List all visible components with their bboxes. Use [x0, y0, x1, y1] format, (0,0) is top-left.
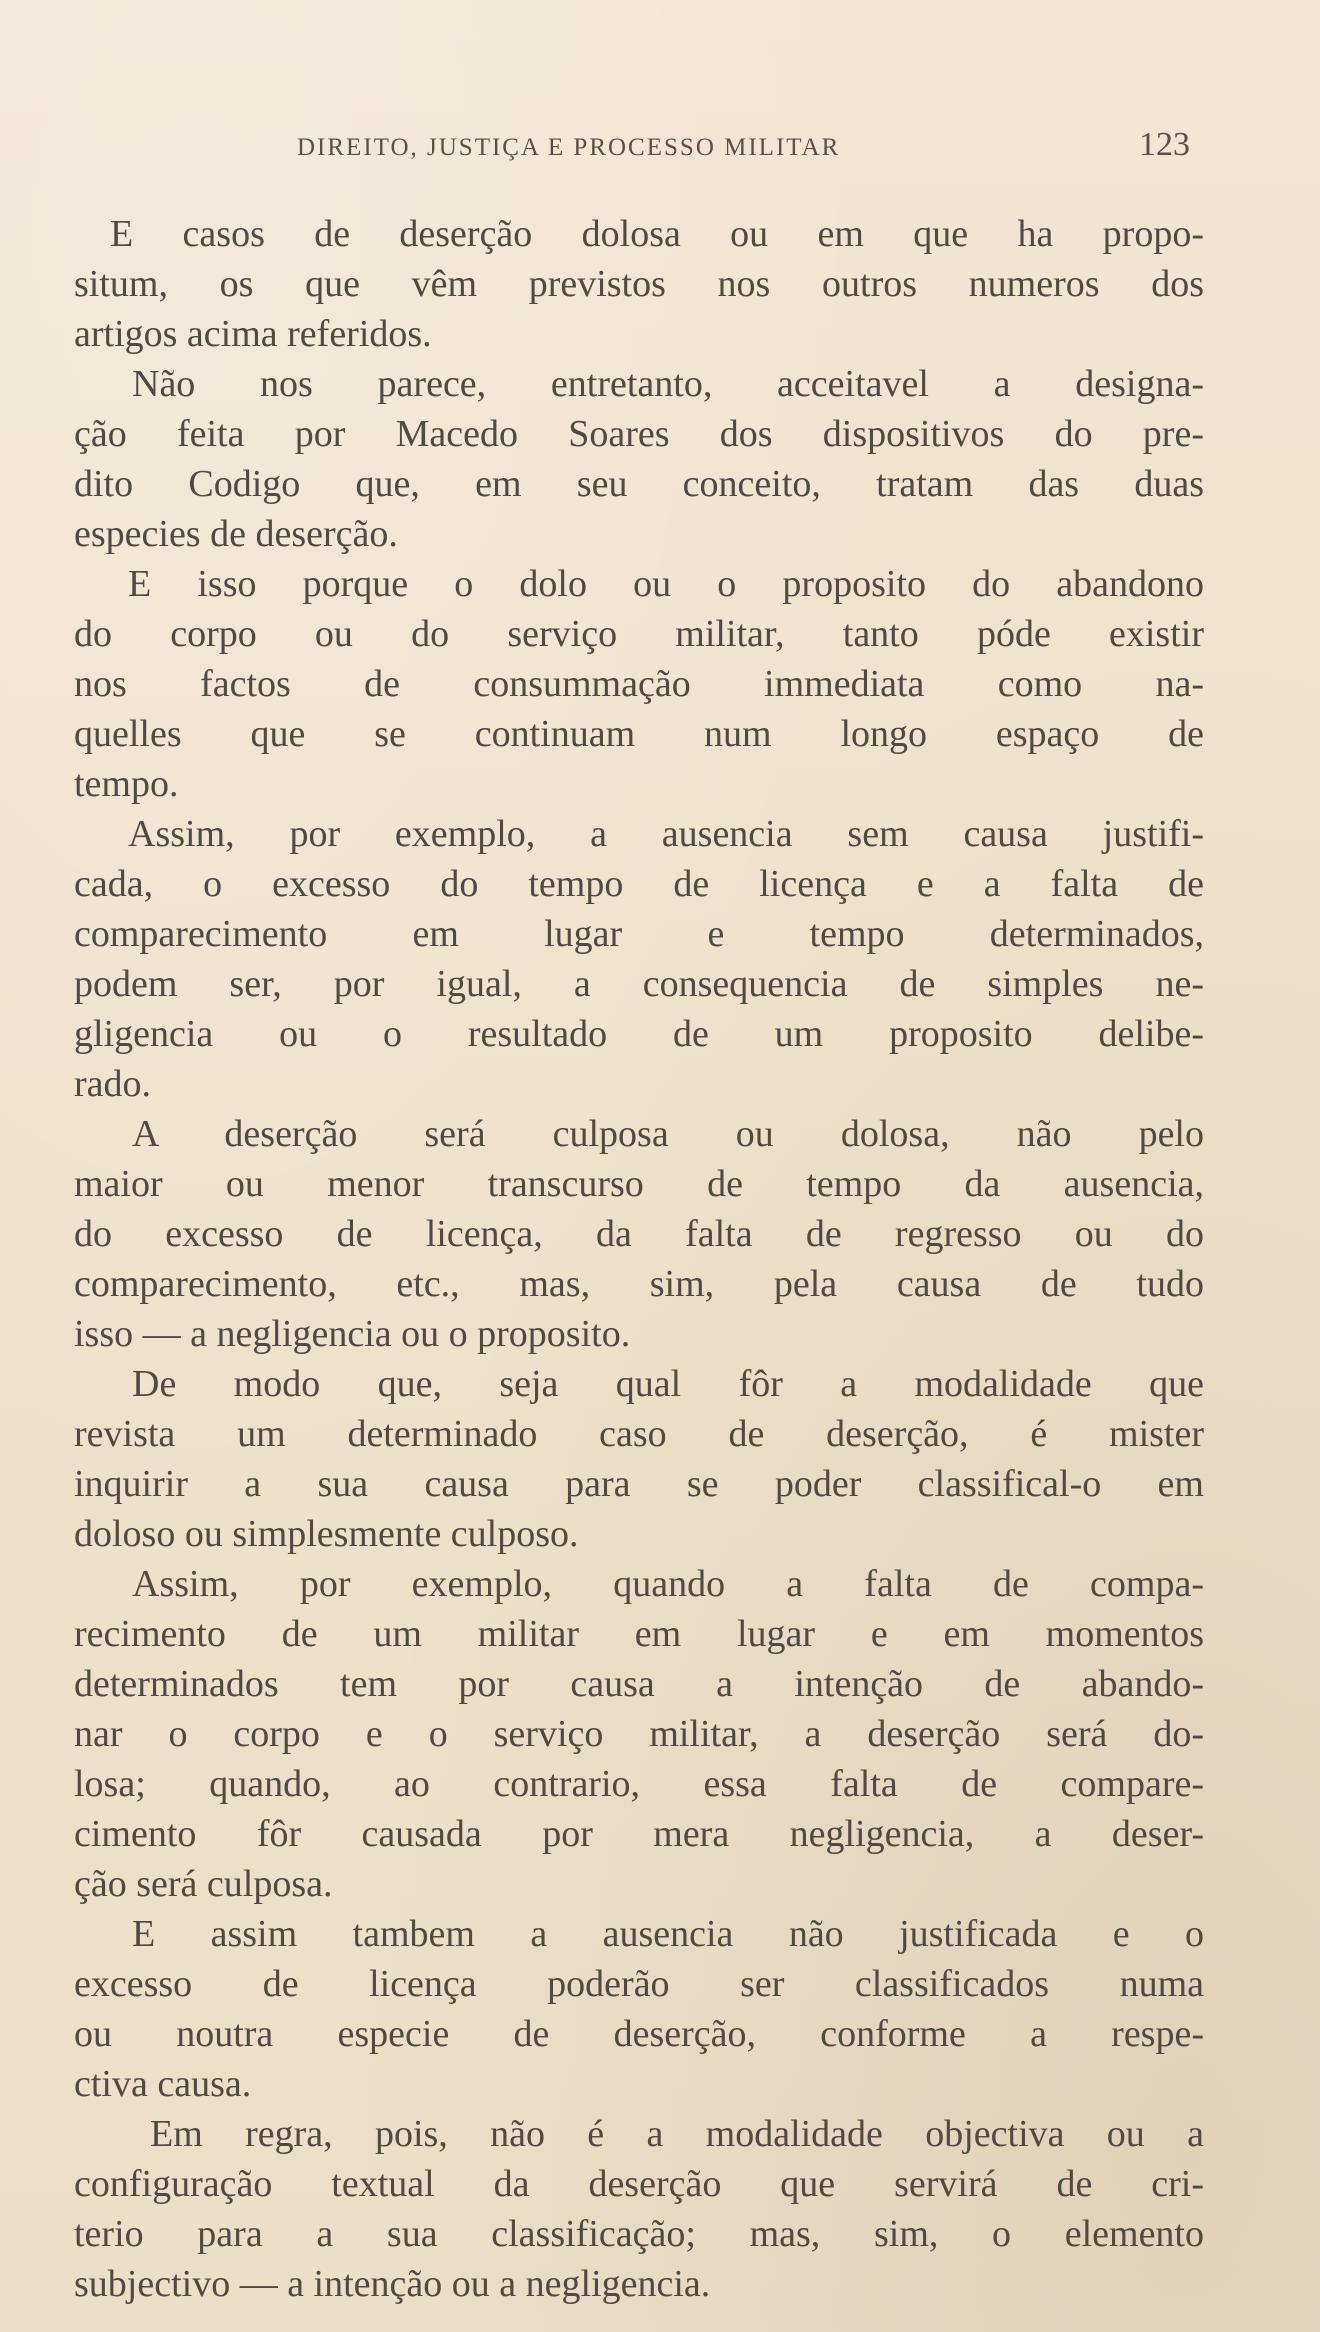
text-line	[74, 562, 1204, 606]
text-line	[74, 1012, 1204, 1056]
text-line	[74, 2262, 1204, 2306]
line-text: inquirir a sua causa para se poder classifical-o em	[74, 1463, 1204, 1505]
line-text: revista um determinado caso de deserção, é mister	[74, 1413, 1204, 1455]
line-text: Assim, por exemplo, quando a falta de compa-	[132, 1563, 1204, 1605]
text-line	[74, 2012, 1204, 2056]
line-text: De modo que, seja qual fôr a modalidade que	[132, 1363, 1204, 1405]
line-text: comparecimento em lugar e tempo determinados,	[74, 913, 1204, 955]
line-text: cada, o excesso do tempo de licença e a falta de	[74, 863, 1204, 905]
line-text: ção será culposa.	[74, 1863, 333, 1905]
text-line	[74, 212, 1204, 256]
text-line	[74, 2112, 1204, 2156]
line-text: E isso porque o dolo ou o proposito do abandono	[128, 563, 1204, 605]
line-text: dito Codigo que, em seu conceito, tratam das duas	[74, 463, 1204, 505]
page-header	[0, 126, 1320, 170]
line-text: ou noutra especie de deserção, conforme a respe-	[74, 2013, 1204, 2055]
line-text: maior ou menor transcurso de tempo da ausencia,	[74, 1163, 1204, 1205]
text-line	[74, 1912, 1204, 1956]
line-text: do corpo ou do serviço militar, tanto póde existir	[74, 613, 1204, 655]
text-line	[74, 612, 1204, 656]
line-text: nos factos de consummação immediata como na-	[74, 663, 1204, 705]
line-text: isso — a negligencia ou o proposito.	[74, 1313, 631, 1355]
line-text: cimento fôr causada por mera negligencia, a deser-	[74, 1813, 1204, 1855]
text-line	[74, 312, 1204, 356]
line-text: Em regra, pois, não é a modalidade objectiva ou a	[150, 2113, 1204, 2155]
text-line	[74, 1412, 1204, 1456]
text-line	[74, 362, 1204, 406]
text-line	[74, 962, 1204, 1006]
line-text: E assim tambem a ausencia não justificada e o	[132, 1913, 1204, 1955]
line-text: quelles que se continuam num longo espaço de	[74, 713, 1204, 755]
text-line	[74, 1512, 1204, 1556]
text-line	[74, 2212, 1204, 2256]
line-text: doloso ou simplesmente culposo.	[74, 1513, 579, 1555]
text-line	[74, 462, 1204, 506]
line-text: tempo.	[74, 763, 179, 805]
text-line	[74, 1162, 1204, 1206]
text-line	[74, 1962, 1204, 2006]
text-line	[74, 812, 1204, 856]
text-line	[74, 2062, 1204, 2106]
line-text: gligencia ou o resultado de um proposito delibe-	[74, 1013, 1204, 1055]
line-text: ctiva causa.	[74, 2063, 252, 2105]
line-text: comparecimento, etc., mas, sim, pela causa de tudo	[74, 1263, 1204, 1305]
line-text: Assim, por exemplo, a ausencia sem causa justifi-	[128, 813, 1204, 855]
text-line	[74, 1862, 1204, 1906]
text-line	[74, 1112, 1204, 1156]
text-line	[74, 762, 1204, 806]
text-line	[74, 1612, 1204, 1656]
text-line	[74, 862, 1204, 906]
line-text: especies de deserção.	[74, 513, 398, 555]
line-text: subjectivo — a intenção ou a negligencia.	[74, 2263, 711, 2305]
text-line	[74, 662, 1204, 706]
text-line	[74, 412, 1204, 456]
text-line	[74, 1712, 1204, 1756]
running-title: DIREITO, JUSTIÇA E PROCESSO MILITAR	[297, 134, 841, 161]
text-line	[74, 512, 1204, 556]
text-line	[74, 1312, 1204, 1356]
text-line	[74, 912, 1204, 956]
line-text: situm, os que vêm previstos nos outros numeros dos	[74, 263, 1204, 305]
line-text: artigos acima referidos.	[74, 313, 432, 355]
line-text: nar o corpo e o serviço militar, a deserção será do-	[74, 1713, 1204, 1755]
text-line	[74, 1762, 1204, 1806]
line-text: excesso de licença poderão ser classificados numa	[74, 1963, 1204, 2005]
text-line	[74, 1812, 1204, 1856]
page-number: 123	[1139, 126, 1190, 163]
text-line	[74, 262, 1204, 306]
text-line	[74, 1362, 1204, 1406]
line-text: Não nos parece, entretanto, acceitavel a designa-	[132, 363, 1204, 405]
line-text: rado.	[74, 1063, 152, 1105]
line-text: do excesso de licença, da falta de regresso ou do	[74, 1213, 1204, 1255]
text-line	[74, 1562, 1204, 1606]
line-text: determinados tem por causa a intenção de abando-	[74, 1663, 1204, 1705]
line-text: E casos de deserção dolosa ou em que ha propo-	[110, 213, 1204, 255]
text-line	[74, 712, 1204, 756]
line-text: recimento de um militar em lugar e em momentos	[74, 1613, 1204, 1655]
line-text: terio para a sua classificação; mas, sim, o elemento	[74, 2213, 1204, 2255]
line-text: A deserção será culposa ou dolosa, não pelo	[132, 1113, 1204, 1155]
text-line	[74, 1262, 1204, 1306]
line-text: podem ser, por igual, a consequencia de simples ne-	[74, 963, 1204, 1005]
line-text: losa; quando, ao contrario, essa falta de compare-	[74, 1763, 1204, 1805]
text-line	[74, 1062, 1204, 1106]
text-line	[74, 1462, 1204, 1506]
text-line	[74, 2162, 1204, 2206]
text-line	[74, 1212, 1204, 1256]
line-text: configuração textual da deserção que servirá de cri-	[74, 2163, 1204, 2205]
line-text: ção feita por Macedo Soares dos dispositivos do pre-	[74, 413, 1204, 455]
text-line	[74, 1662, 1204, 1706]
